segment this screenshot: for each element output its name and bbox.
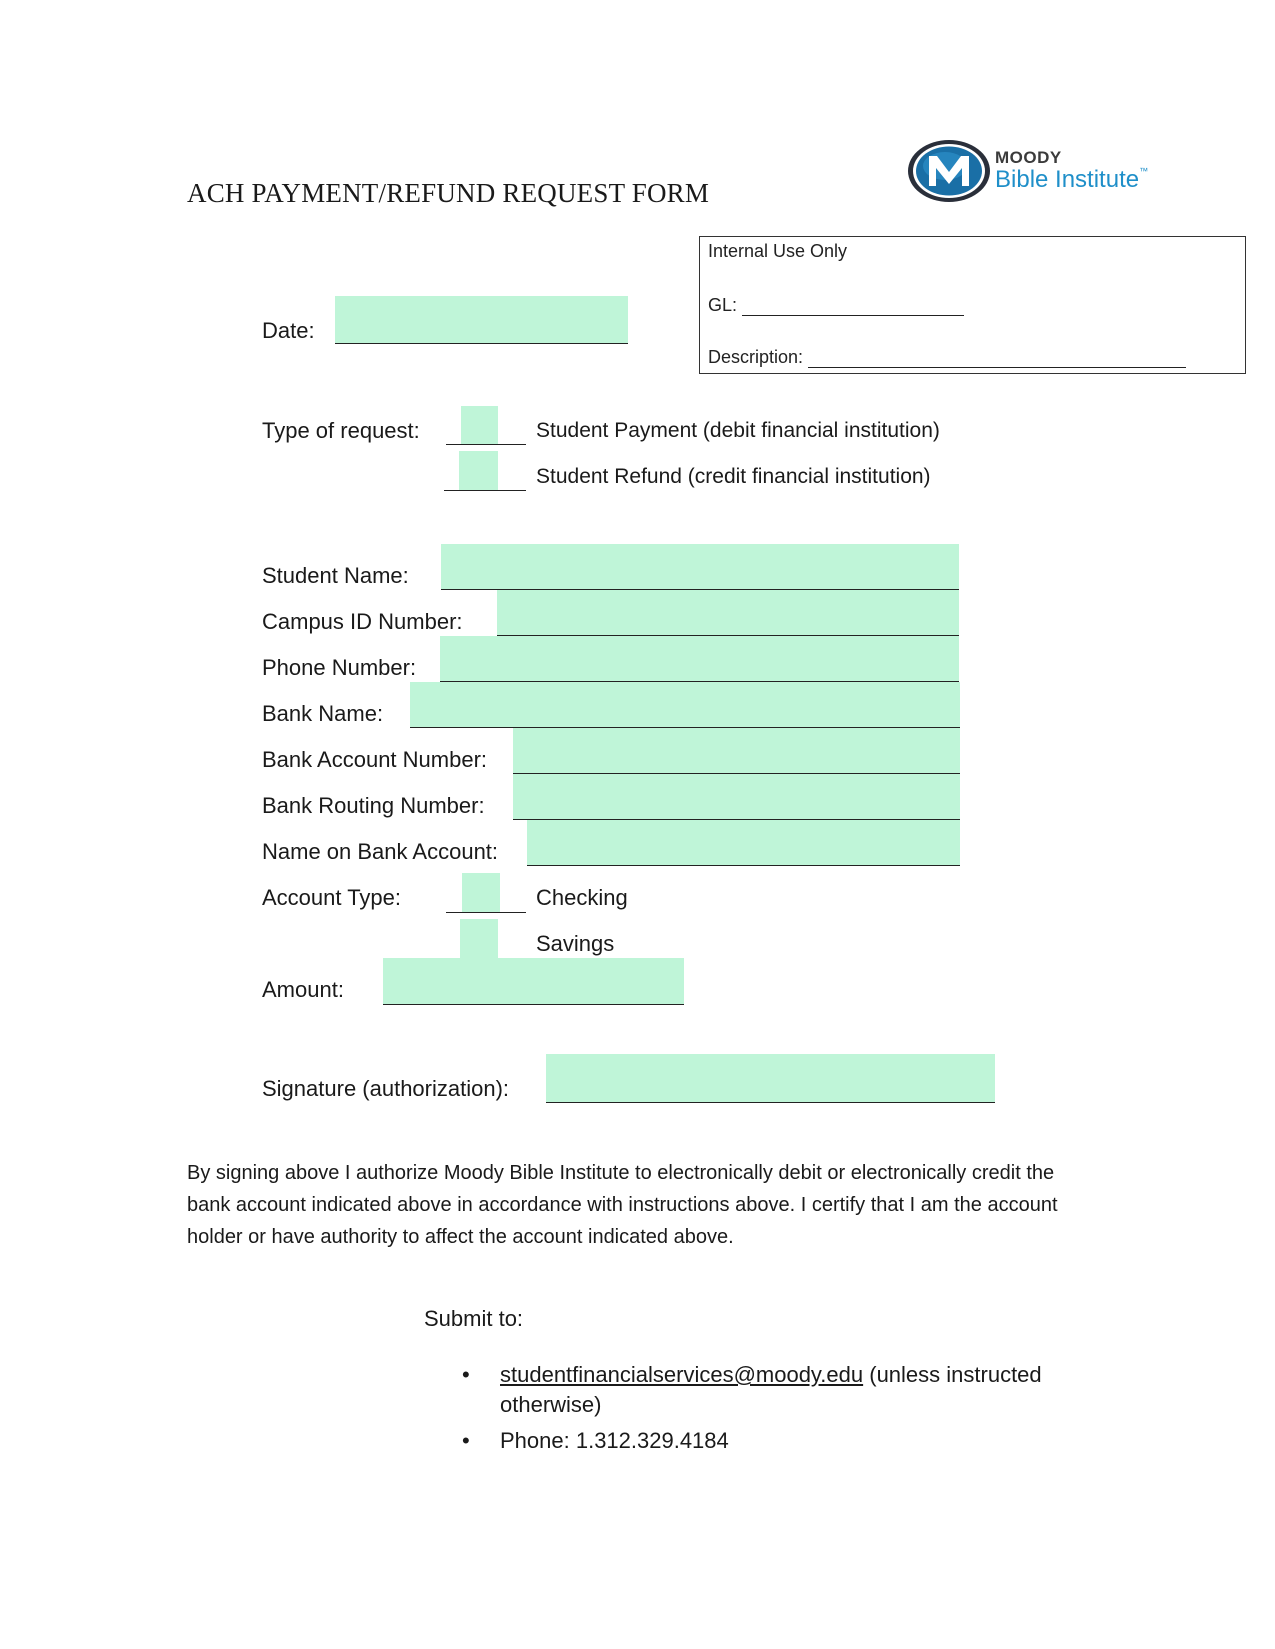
- bullet-icon: •: [462, 1362, 470, 1387]
- payment-checkbox-line: [446, 444, 526, 445]
- gl-row: [708, 295, 964, 316]
- authorization-text: By signing above I authorize Moody Bible Institute to electronically debit or electronically credit the bank account indicated above in accordance with instructions above. I certify that I am the account holder or have authority to affect the account indicated above.: [187, 1162, 1058, 1248]
- gl-field[interactable]: [742, 297, 964, 316]
- email-note: (unless instructed otherwise): [500, 1362, 1042, 1417]
- bank-routing-number-label: Bank Routing Number:: [262, 793, 485, 818]
- signature-field[interactable]: [546, 1054, 995, 1103]
- list-item: [462, 1426, 1082, 1456]
- date-field[interactable]: [335, 296, 628, 344]
- submit-to-heading: Submit to:: [424, 1306, 524, 1331]
- name-on-bank-account-field[interactable]: [527, 820, 960, 866]
- moody-logo: [905, 138, 1175, 208]
- refund-checkbox-line: [444, 490, 526, 491]
- checking-checkbox-line: [446, 912, 526, 913]
- description-label: Description:: [708, 347, 804, 367]
- description-row: [708, 347, 1186, 368]
- logo-tm: ™: [1139, 166, 1149, 176]
- student-name-label: Student Name:: [262, 563, 409, 588]
- checking-checkbox[interactable]: [462, 873, 500, 912]
- account-type-label: Account Type:: [262, 885, 402, 910]
- description-field[interactable]: [808, 349, 1186, 368]
- gl-label: GL:: [708, 295, 738, 315]
- amount-label: Amount:: [262, 977, 344, 1002]
- internal-use-box: [699, 236, 1246, 374]
- checking-label: Checking: [536, 885, 628, 910]
- bullet-icon: •: [462, 1428, 470, 1453]
- savings-label: Savings: [536, 931, 615, 956]
- campus-id-field[interactable]: [497, 590, 959, 636]
- amount-field[interactable]: [383, 958, 684, 1005]
- logo-text-bible-institute: [995, 166, 1148, 194]
- student-payment-label: Student Payment (debit financial institution): [536, 419, 940, 442]
- student-refund-label: Student Refund (credit financial institution): [536, 465, 931, 488]
- logo-text-line2: Bible Institute: [995, 166, 1140, 193]
- type-of-request-label: Type of request:: [262, 418, 420, 443]
- list-item: [462, 1360, 1082, 1420]
- date-label: Date:: [262, 318, 315, 343]
- logo-text-moody: MOODY: [995, 148, 1062, 167]
- student-name-field[interactable]: [441, 544, 959, 590]
- phone-text: Phone: 1.312.329.4184: [500, 1428, 729, 1453]
- signature-label: Signature (authorization):: [262, 1076, 510, 1101]
- bank-name-label: Bank Name:: [262, 701, 384, 726]
- name-on-bank-account-label: Name on Bank Account:: [262, 839, 499, 864]
- savings-checkbox[interactable]: [460, 919, 498, 958]
- bank-routing-number-field[interactable]: [513, 774, 960, 820]
- bank-account-number-field[interactable]: [513, 728, 960, 774]
- moody-badge-icon: [905, 138, 995, 204]
- email-link[interactable]: studentfinancialservices@moody.edu: [500, 1362, 864, 1387]
- phone-number-label: Phone Number:: [262, 655, 417, 680]
- phone-number-field[interactable]: [440, 636, 959, 682]
- internal-use-heading: Internal Use Only: [708, 241, 848, 261]
- student-payment-checkbox[interactable]: [461, 406, 498, 444]
- bank-account-number-label: Bank Account Number:: [262, 747, 488, 772]
- form-title: ACH PAYMENT/REFUND REQUEST FORM: [187, 178, 710, 208]
- student-refund-checkbox[interactable]: [459, 451, 498, 490]
- bank-name-field[interactable]: [410, 682, 960, 728]
- submit-list: [462, 1360, 1082, 1456]
- campus-id-label: Campus ID Number:: [262, 609, 463, 634]
